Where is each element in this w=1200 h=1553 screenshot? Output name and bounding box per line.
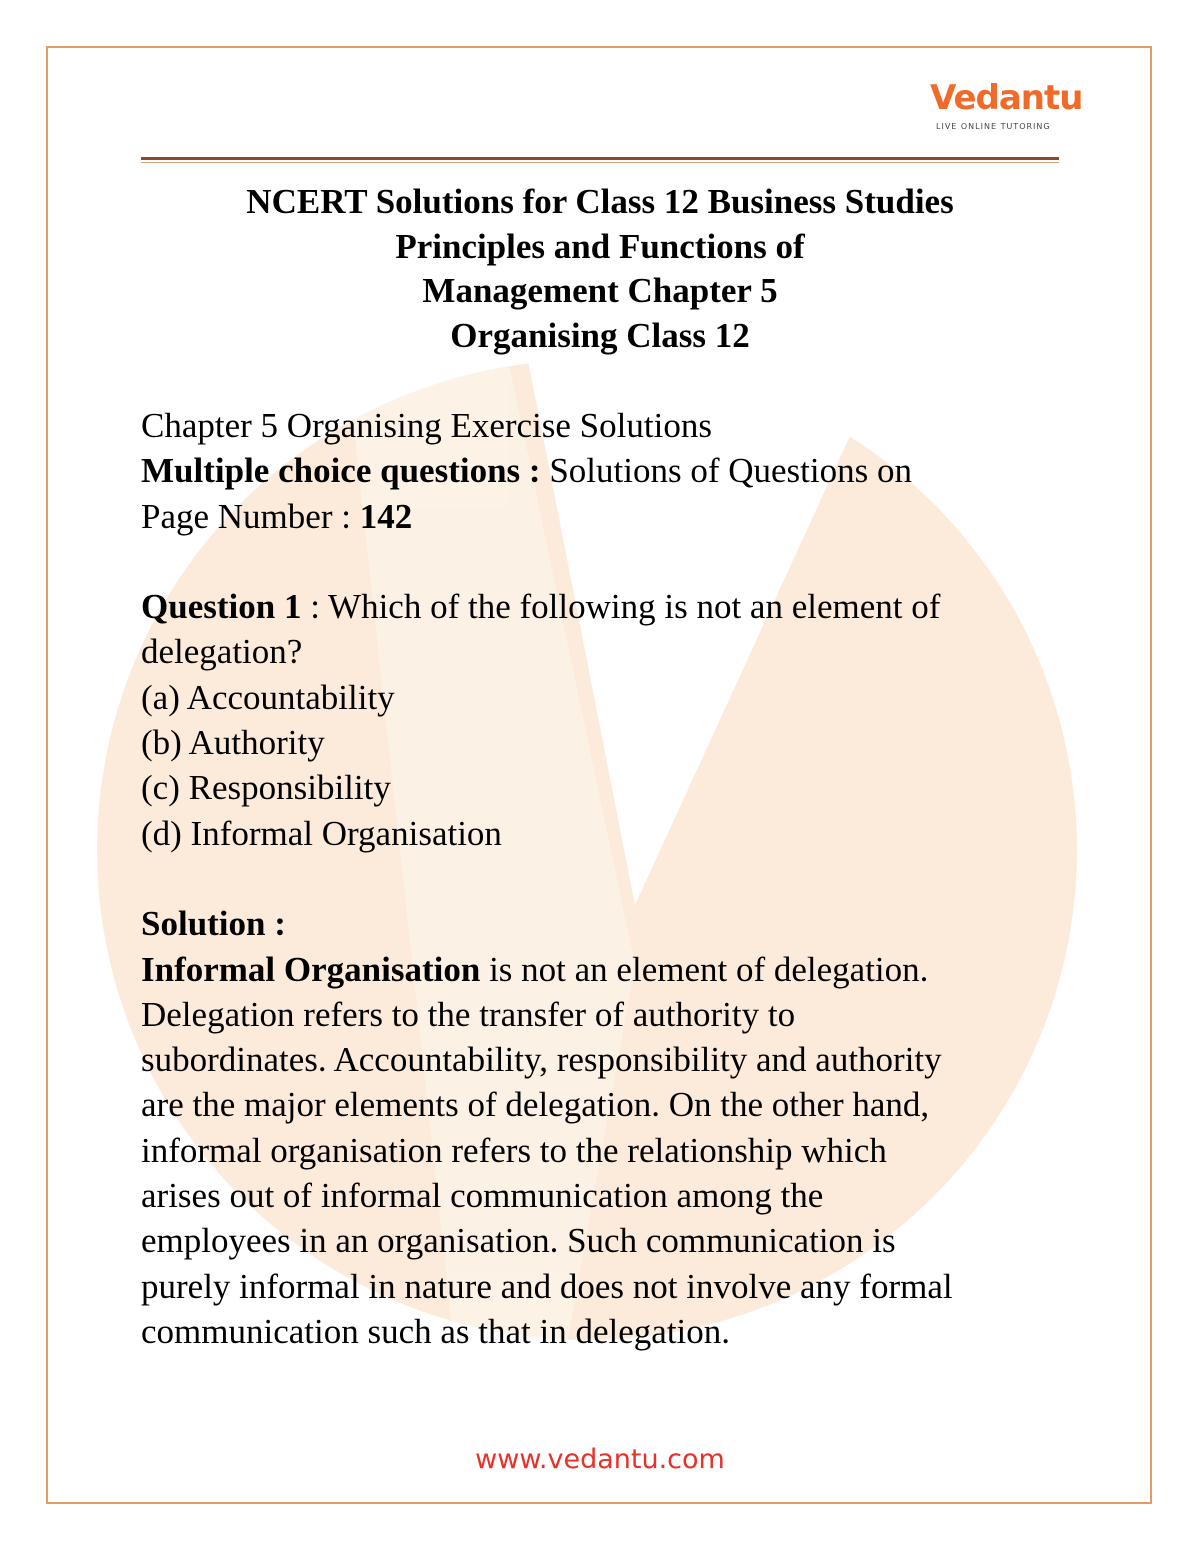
solution-line-1-text: is not an element of delegation. (480, 949, 929, 989)
mcq-text: Solutions of Questions on (540, 451, 912, 491)
solution-line-9: communication such as that in delegation. (141, 1311, 731, 1351)
solution-heading-text: Solution : (141, 904, 286, 944)
spacer (141, 539, 1081, 584)
solution-heading (141, 901, 1081, 946)
option-d: (d) Informal Organisation (141, 813, 502, 853)
solution-line-5: informal organisation refers to the relationship which (141, 1130, 887, 1170)
title-line-2: Principles and Functions of (395, 226, 805, 266)
solution-line-3: subordinates. Accountability, responsibility and authority (141, 1040, 942, 1080)
page-title (141, 180, 1059, 358)
footer-website-link[interactable]: www.vedantu.com (475, 1444, 725, 1475)
option-b: (b) Authority (141, 723, 325, 763)
chapter-line: Chapter 5 Organising Exercise Solutions (141, 406, 712, 445)
logo-tagline: LIVE ONLINE TUTORING (936, 122, 1051, 131)
question-line (141, 584, 1081, 629)
title-line-1: NCERT Solutions for Class 12 Business Studies (246, 182, 954, 221)
page-number-line (141, 494, 1081, 539)
title-line-3: Management Chapter 5 (422, 271, 778, 310)
solution-line-2: Delegation refers to the transfer of authority to (141, 994, 796, 1034)
document-body (141, 403, 1081, 1354)
mcq-label: Multiple choice questions : (141, 451, 541, 491)
solution-line-4: are the major elements of delegation. On the other hand, (141, 1085, 930, 1125)
vedantu-logo (930, 78, 1083, 138)
question-label: Question 1 (141, 587, 302, 627)
header-divider (141, 157, 1059, 163)
logo-wordmark: Vedantu (930, 78, 1083, 118)
page-number-label: Page Number : (141, 496, 360, 536)
solution-line-8: purely informal in nature and does not involve any formal (141, 1266, 953, 1306)
page-number-value: 142 (359, 496, 413, 536)
option-a: (a) Accountability (141, 677, 395, 717)
option-c: (c) Responsibility (141, 768, 391, 808)
spacer (141, 856, 1081, 901)
title-line-4: Organising Class 12 (450, 315, 750, 355)
question-text-cont: delegation? (141, 632, 303, 672)
question-text: : Which of the following is not an element of (301, 587, 941, 627)
solution-answer: Informal Organisation (141, 949, 481, 989)
solution-line-7: employees in an organisation. Such communication is (141, 1221, 896, 1261)
solution-line-6: arises out of informal communication among the (141, 1176, 824, 1216)
solution-line-1 (141, 947, 1081, 992)
mcq-line (141, 448, 1081, 493)
